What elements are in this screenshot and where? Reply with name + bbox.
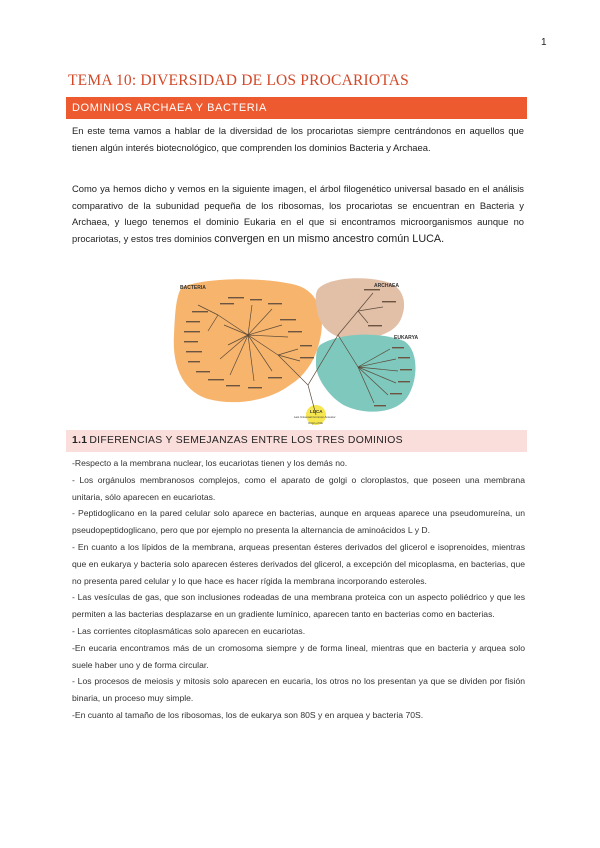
phylogenetic-tree-figure [168, 275, 418, 425]
bacteria-region [174, 279, 322, 402]
subsection-number: 1.1 [72, 435, 88, 446]
list-item: -En eucaria encontramos más de un cromosoma siempre y de forma lineal, mientras que en bacteria y arquea solo suele haber uno y de forma circular. [72, 642, 525, 670]
list-item: - Las corrientes citoplasmáticas solo aparecen en eucariotas. [72, 625, 306, 636]
list-item: -Respecto a la membrana nuclear, los eucariotas tienen y los demás no. [72, 458, 348, 468]
tree-paragraph [72, 181, 524, 247]
list-item: - Los procesos de meiosis y mitosis solo aparecen en eucaria, los otros no los presentan ya que se dividen por fisión binaria, un proceso muy simple. [72, 676, 525, 704]
list-item: - Peptidoglicano en la pared celular solo aparece en bacterias, aunque en arqueas aparece una pseudomureína, un pseudopeptidoglicano, pero que por ejemplo no presenta la alternancia de aminoácidos L y D. [72, 508, 525, 536]
page-number: 1 [541, 37, 547, 48]
section-heading: DOMINIOS ARCHAEA Y BACTERIA [66, 97, 527, 119]
subsection-heading [66, 430, 527, 452]
archaea-label: ARCHAEA [374, 283, 399, 289]
intro-paragraph: En este tema vamos a hablar de la diversidad de los procariotas siempre centrándonos en aquellos que tienen algún interés biotecnológico, que comprenden los dominios Bacteria y Archaea. [72, 125, 524, 153]
page-title: TEMA 10: DIVERSIDAD DE LOS PROCARIOTAS [68, 72, 409, 89]
luca-sublabel: Last Universal Common Ancestor [294, 415, 336, 419]
list-item: -En cuanto al tamaño de los ribosomas, los de eukarya son 80S y en arquea y bacteria 70S. [72, 709, 424, 720]
list-item: - Las vesículas de gas, que son inclusiones rodeadas de una membrana proteica con un aspecto poliédrico y que les permiten a las bacterias desplazarse en un gradiente lumínico, aparecen tanto en bacterias como en bacterias. [72, 592, 525, 620]
differences-list [72, 455, 525, 724]
bacteria-label: BACTERIA [180, 285, 206, 291]
subsection-title: DIFERENCIAS Y SEMEJANZAS ENTRE LOS TRES DOMINIOS [89, 435, 403, 446]
list-item: - En cuanto a los lípidos de la membrana, arqueas presentan ésteres derivados del glicerol e isoprenoides, mientras que en eukarya y bacteria solo aparecen ésteres derivados del glicerol, a excepción del micoplasma, en bacterias, que no presenta pared celular y lo que hace es hacer rígida la membrana incorporando esteroles. [72, 541, 525, 586]
luca-label: LUCA [310, 409, 323, 414]
tree-paragraph-tail: convergen en un mismo ancestro común LUCA. [214, 232, 445, 245]
tree-paragraph-main: Como ya hemos dicho y vemos en la siguiente imagen, el árbol filogenético universal basado en el análisis comparativo de la subunidad pequeña de los ribosomas, los procariotas se encuentran en Bacteria y Archaea, y luego tenemos el dominio Eukaria en el que si encontramos microorganismos aunque no procariotas, y estos tres dominios [72, 183, 524, 244]
list-item: - Los orgánulos membranosos complejos, como el aparato de golgi o cloroplastos, que poseen una membrana unitaria, sólo aparecen en eucariotas. [72, 474, 525, 502]
eukarya-label: EUKARYA [394, 335, 418, 341]
origin-label: Origin of life [308, 421, 323, 425]
